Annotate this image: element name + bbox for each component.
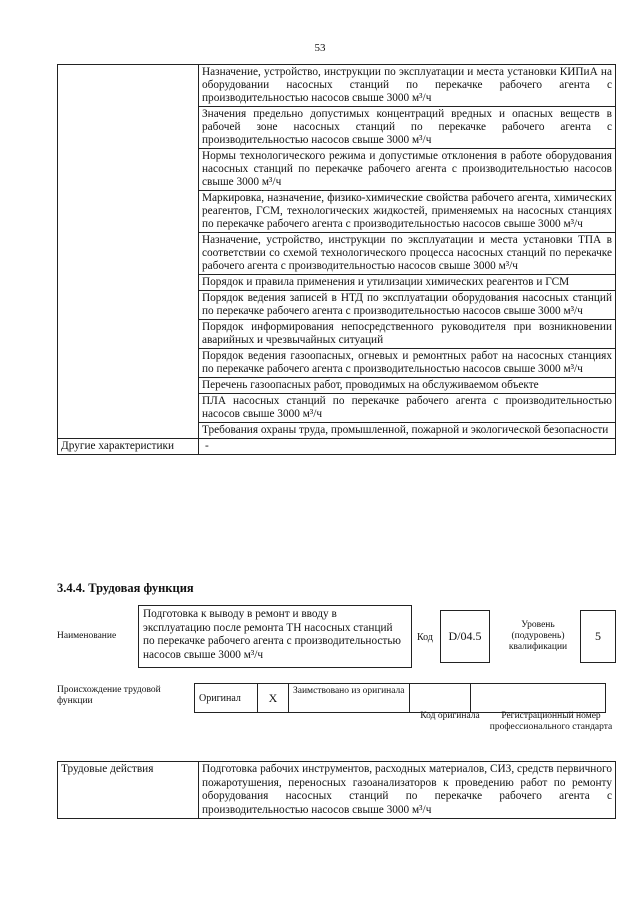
knowledge-item: Порядок и правила применения и утилизации химических реагентов и ГСМ	[199, 275, 616, 291]
registration-number-cell	[471, 684, 606, 713]
labor-actions-label: Трудовые действия	[58, 762, 199, 819]
name-label: Наименование	[57, 631, 117, 641]
knowledge-item: Порядок ведения газоопасных, огневых и ремонтных работ на насосных станциях по перекачке рабочего агента с производительностью насосов свыше 3000 м³/ч	[199, 349, 616, 378]
knowledge-item: Нормы технологического режима и допустимые отклонения в работе оборудования насосных станций по перекачке рабочего агента с производительностью насосов свыше 3000 м³/ч	[199, 149, 616, 191]
section-title: 3.4.4. Трудовая функция	[57, 581, 194, 595]
level-value-box: 5	[580, 610, 616, 663]
code-label: Код	[417, 632, 433, 643]
knowledge-table	[57, 64, 616, 455]
knowledge-item: Порядок информирования непосредственного руководителя при возникновении аварийных и чрезвычайных ситуаций	[199, 320, 616, 349]
row-label-empty	[58, 65, 199, 439]
code-value-box: D/04.5	[440, 610, 490, 663]
knowledge-item: Порядок ведения записей в НТД по эксплуатации оборудования насосных станций по перекачке рабочего агента с производительностью насосов свыше 3000 м³/ч	[199, 291, 616, 320]
registration-number-caption: Регистрационный номер профессионального стандарта	[489, 711, 613, 732]
labor-actions-text: Подготовка рабочих инструментов, расходных материалов, СИЗ, средств первичного пожаротушения, переносных газоанализаторов к проведению работ по ремонту оборудования насосных станций по перекачке рабочего агента с производительностью насосов свыше 3000 м³/ч	[199, 762, 616, 819]
knowledge-item: ПЛА насосных станций по перекачке рабочего агента с производительностью насосов свыше 3000 м³/ч	[199, 394, 616, 423]
level-label: Уровень (подуровень) квалификации	[508, 620, 568, 652]
knowledge-item: Назначение, устройство, инструкции по эксплуатации и места установки КИПиА на оборудовании насосных станций по перекачке рабочего агента с производительностью насосов свыше 3000 м³/ч	[199, 65, 616, 107]
original-mark: X	[258, 684, 289, 713]
original-label: Оригинал	[195, 684, 258, 713]
original-code-caption: Код оригинала	[420, 711, 480, 721]
borrowed-label: Заимствовано из оригинала	[289, 684, 410, 713]
table-row	[58, 762, 616, 819]
table-row	[58, 439, 616, 455]
page-number: 53	[314, 42, 326, 54]
knowledge-item: Маркировка, назначение, физико-химические свойства рабочего агента, химических реагентов, ГСМ, технологических жидкостей, применяемых на насосных станциях по перекачке рабочего агента с производительностью насосов свыше 3000 м³/ч	[199, 191, 616, 233]
function-name-box: Подготовка к выводу в ремонт и вводу в эксплуатацию после ремонта ТН насосных станций по перекачке рабочего агента с производительностью насосов свыше 3000 м³/ч	[138, 605, 412, 668]
knowledge-item: Перечень газоопасных работ, проводимых на обслуживаемом объекте	[199, 378, 616, 394]
knowledge-item: Значения предельно допустимых концентраций вредных и опасных веществ в рабочей зоне насосных станций по перекачке рабочего агента с производительностью насосов свыше 3000 м³/ч	[199, 107, 616, 149]
knowledge-item: Требования охраны труда, промышленной, пожарной и экологической безопасности	[199, 423, 616, 439]
original-code-cell	[410, 684, 471, 713]
table-row	[58, 65, 616, 107]
origin-label: Происхождение трудовой функции	[57, 685, 161, 706]
labor-actions-table	[57, 761, 616, 819]
origin-table	[194, 683, 606, 713]
knowledge-item: Назначение, устройство, инструкции по эксплуатации и места установки ТПА в соответствии со схемой технологического процесса насосных станций по перекачке рабочего агента с производительностью насосов свыше 3000 м³/ч	[199, 233, 616, 275]
other-characteristics-label: Другие характеристики	[58, 439, 199, 455]
other-characteristics-value: -	[199, 439, 616, 455]
table-row	[195, 684, 606, 713]
